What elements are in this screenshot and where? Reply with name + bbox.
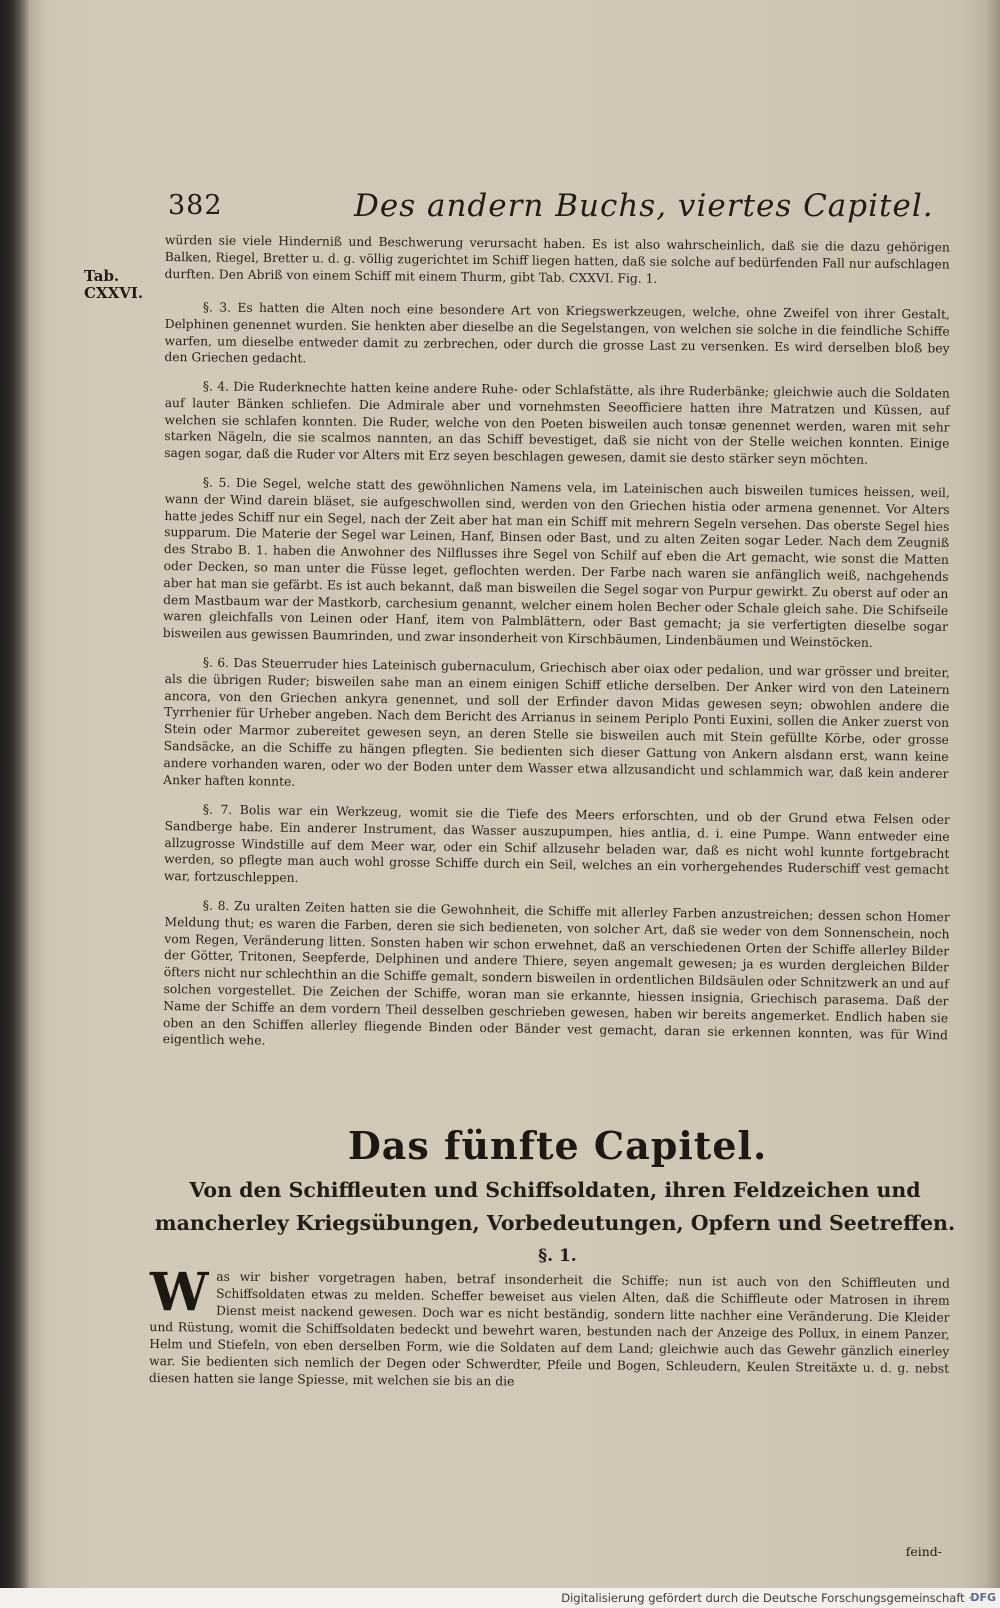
running-title: Des andern Buchs, viertes Capitel. (354, 188, 934, 224)
paragraph-section-3: §. 3. Es hatten die Alten noch eine besondere Art von Kriegswerkzeugen, welche, ohne Zweifel von ihrer Gestalt, Delphinen genennet wurden. Sie henkten aber dieselbe an die Segelstangen, von welchen sie solche in die feindliche Schiffe warfen, um dieselbe entweder damit zu zerbrechen, oder durch die grosse Last zu versenken. Es wird derselben bloß bey den Griechen gedacht. (164, 300, 950, 366)
page-number: 382 (168, 190, 223, 221)
paragraph-section-7: §. 7. Bolis war ein Werkzeug, womit sie die Tiefe des Meers erforschten, und ob der Grund etwa Felsen oder Sandberge habe. Ein anderer Instrument, das Wasser auszupumpen, hies antlia, d. i. eine Pumpe. Wann entweder eine allzugrosse Windstille auf dem Meer war, oder ein Schif allzusehr beladen war, daß es nicht wohl kunnte fortgebracht werden, so pflegte man auch wohl grosse Schiffe durch ein Seil, welches an ein vorhergehendes Ruderschiff vest gemacht war, fortzuschleppen. (163, 802, 950, 885)
catchword: feind- (905, 1544, 942, 1559)
body-text (162, 232, 950, 1060)
chapter-section-1 (148, 1262, 950, 1399)
dfg-logo: DFG (970, 1591, 996, 1604)
drop-cap: W (150, 1262, 209, 1323)
paragraph-continuation: würden sie viele Hinderniß und Beschwerung verursacht haben. Es ist also wahrscheinlich, daß sie die dazu gehörigen Balken, Riegel, Bretter u. d. g. völlig zugerichtet im Schiff liegen hatten, daß sie solche auf bedürfenden Fall nur aufschlagen durften. Den Abriß von einem Schiff mit einem Thurm, gibt Tab. CXXVI. Fig. 1. (164, 232, 950, 286)
paragraph-section-5: §. 5. Die Segel, welche statt des gewöhnlichen Namens vela, im Lateinischen auch bisweilen tumices heissen, weil, wann der Wind darein bläset, sie aufgeschwollen sind, werden von den Griechen histia oder armena genennet. Vor Alters hatte jedes Schiff nur ein Segel, nach der Zeit aber hat man ein Schiff mit mehrern Segeln versehen. Das oberste Segel hies supparum. Die Materie der Segel war Leinen, Hanf, Binsen oder Bast, und zu alten Zeiten sogar Leder. Nach dem Zeugniß des Strabo B. 1. haben die Anwohner des Nilflusses ihre Segel von Schilf auf eben die Art gemacht, wie sonst die Matten oder Decken, so man unter die Füsse leget, geflochten werden. Der Farbe nach waren sie anfänglich weiß, nachgehends aber hat man sie gefärbt. Es ist auch bekannt, daß man bisweilen die Segel sogar von Purpur gewirkt. Zu oberst auf oder an dem Mastbaum war der Mastkorb, carchesium genannt, welcher einem holen Becher oder Schale gleich sahe. Die Schifseile waren gleichfalls von Leinen oder Hanf, item von Palmblättern, oder Bast gemacht; ja sie verfertigten dieselbe sogar bisweilen aus gewissen Baumrinden, und zwar insonderheit von Kirschbäumen, Lindenbäumen und Weinstöcken. (162, 475, 950, 651)
paragraph-section-6: §. 6. Das Steuerruder hies Lateinisch gubernaculum, Griechisch aber oiax oder pedalion, und war grösser und breiter, als die übrigen Ruder; bisweilen sahe man an einem einigen Schiff etliche derselben. Der Anker wird von den Lateinern ancora, von den Griechen ankyra genennet, und soll der Erfinder davon Midas gewesen seyn; obwohlen andere die Tyrrhenier für Urheber angeben. Nach dem Bericht des Arrianus in seinem Periplo Ponti Euxini, sollen die Anker zuerst von Stein oder Marmor zubereitet gewesen seyn, an deren Stelle sie bisweilen auch mit Stein gefüllte Körbe, oder grosse Sandsäcke, an die Schiffe zu hängen pflegten. Sie bedienten sich dieser Gattung von Ankern alsdann erst, wann keine andere vorhanden waren, oder wo der Boden unter dem Wasser etwa allzusandicht und schlammich war, daß kein anderer Anker haften konnte. (163, 655, 950, 789)
paragraph-chapter-5-section-1: as wir bisher vorgetragen haben, betraf insonderheit die Schiffe; nun ist auch von den Schiffleuten und Schiffsoldaten etwas zu melden. Scheffer beweiset aus vielen Alten, daß die Schiffleute oder Matrosen in ihrem Dienst meist nackend gewesen. Doch war es nicht beständig, sondern litte nachher eine Veränderung. Die Kleider und Rüstung, womit die Schiffsoldaten bedeckt und bewehrt waren, bestunden nach der Anzeige des Pollux, in einem Panzer, Helm und Stiefeln, von eben derselben Form, wie die Soldaten auf dem Land; gleichwie auch das Gewehr gänzlich einerley war. Sie bedienten sich nemlich der Degen oder Schwerdter, Pfeile und Bogen, Schleudern, Keulen Streitäxte u. d. g. nebst diesen hatten sie lange Spiesse, mit welchen sie bis an die (148, 1269, 950, 1389)
margin-note: Tab. CXXVI. (84, 267, 144, 302)
page-header (168, 190, 948, 230)
paragraph-section-4: §. 4. Die Ruderknechte hatten keine andere Ruhe- oder Schlafstätte, als ihre Ruderbänke; gleichwie auch die Soldaten auf lauter Bänken schliefen. Die Admirale aber und vornehmsten Seeofficiere hatten ihre Matratzen und Küssen, auf welchen sie schlafen konnten. Die Ruder, welche von den Poeten bisweilen auch tonsæ genennet werden, waren mit sehr starken Nägeln, die sie scalmos nannten, an das Schiff bevestiget, daß sie nicht von der Stelle weichen konnten. Einige sagen sogar, daß die Ruder vor Alters mit Erz seyen beschlagen gewesen, damit sie desto stärker seyn möchten. (164, 379, 950, 468)
section-mark: §. 1. (538, 1246, 577, 1266)
chapter-subtitle: Von den Schiffleuten und Schiffsoldaten, ihren Feldzeichen und mancherley Kriegsübungen, Vorbedeutungen, Opfern und Seetreffen. (154, 1178, 956, 1235)
paragraph-section-8: §. 8. Zu uralten Zeiten hatten sie die Gewohnheit, die Schiffe mit allerley Farben anzustreichen; dessen schon Homer Meldung thut; es waren die Farben, deren sie sich bedieneten, von solcher Art, daß sie weder von dem Sonnenschein, noch vom Regen, Veränderung litten. Sonsten haben wir schon erwehnet, daß an verschiedenen Orten der Schiffe allerley Bilder der Götter, Tritonen, Seepferde, Delphinen und andere Thiere, seyen angemalt gewesen; ja es wurden dergleichen Bilder öfters nicht nur schlechthin an die Schiffe gemalt, sondern bisweilen in ordentlichen Bildsäulen oder Schnitzwerk an und auf solchen vorgestellet. Die Zeichen der Schiffe, woran man sie erkannte, hiessen insignia, Griechisch parasema. Daß der Name der Schiffe an dem vordern Theil desselben geschrieben gewesen, haben wir bereits angemerket. Endlich haben sie oben an den Schiffen allerley fliegende Binden oder Bänder vest gemacht, daran sie erkennen konnten, was für Wind eigentlich wehe. (162, 898, 950, 1048)
chapter-title: Das fünfte Capitel. (347, 1123, 768, 1168)
footer-credit: Digitalisierung gefördert durch die Deutsche Forschungsgemeinschaft · (561, 1591, 972, 1605)
